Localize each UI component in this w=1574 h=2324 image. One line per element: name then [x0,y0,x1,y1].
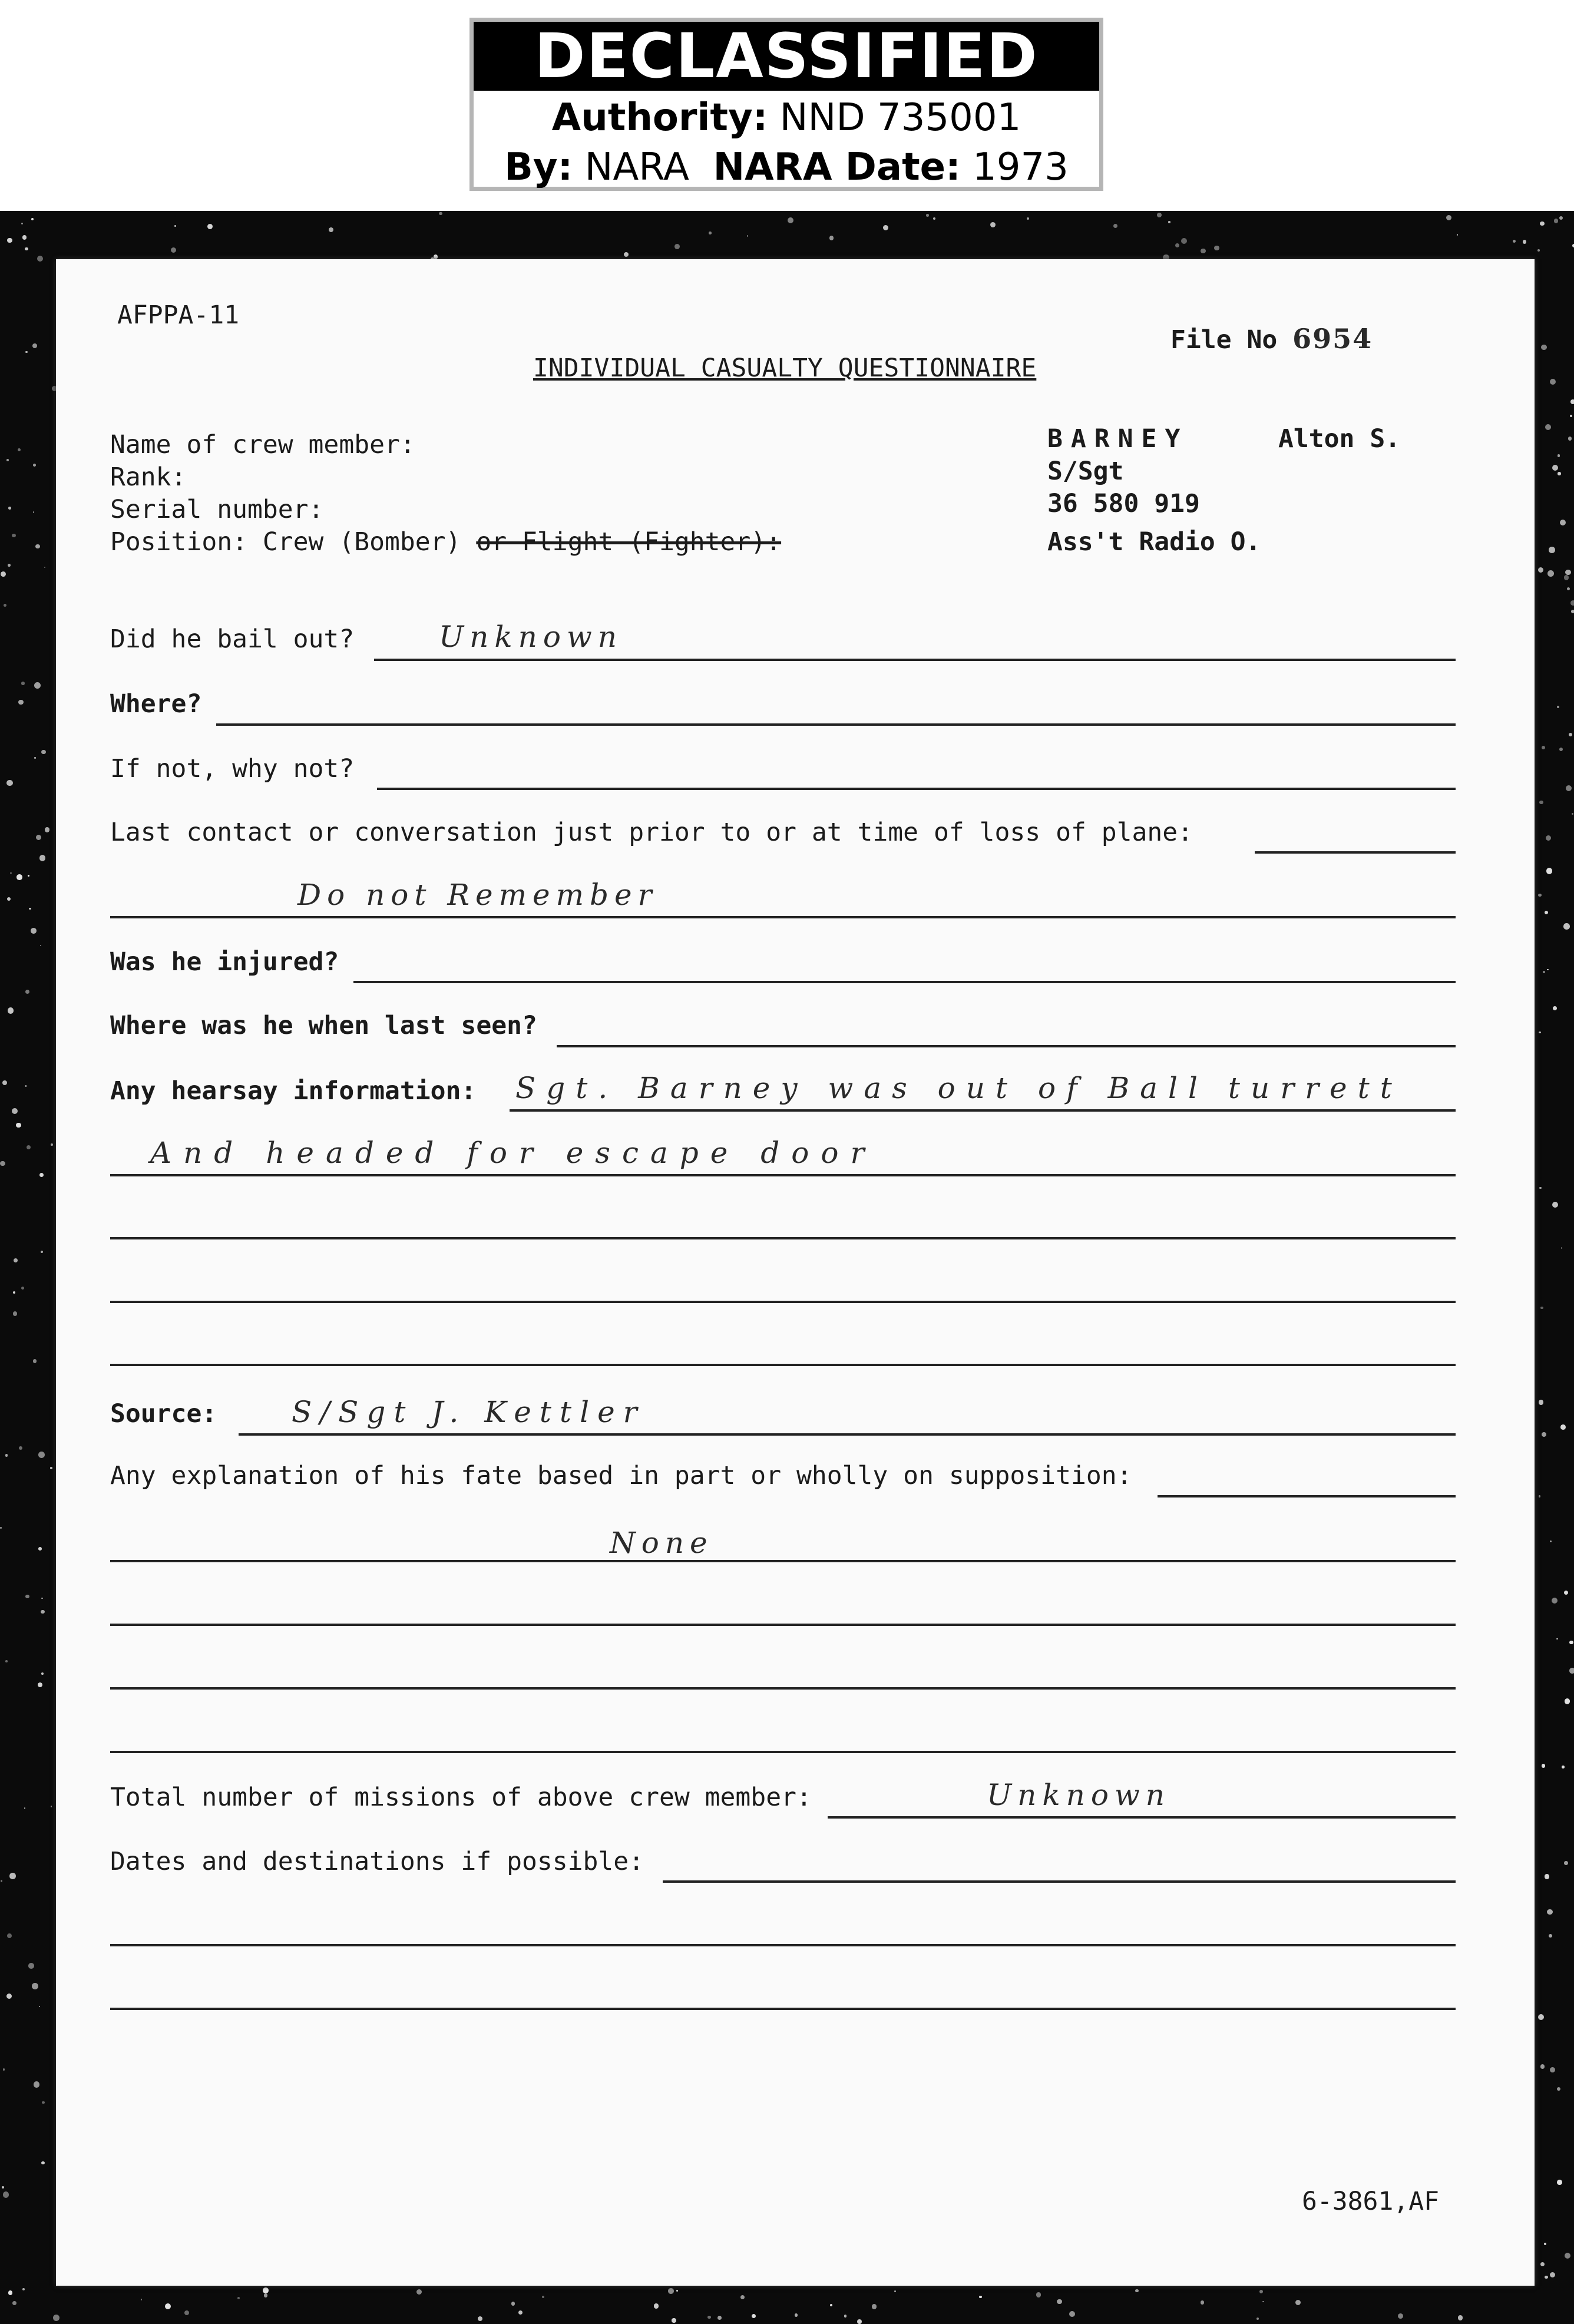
scan-speck [1572,813,1573,815]
scan-speck [174,225,176,227]
scan-speck [6,459,9,461]
scan-speck [1539,1032,1541,1034]
q-why: If not, why not? [110,754,355,784]
a-hearsay-2: And headed for escape door [150,1136,877,1170]
scan-speck [1566,785,1572,791]
file-value: 6954 [1292,323,1373,355]
scan-speck [1539,1187,1541,1189]
scan-speck [1553,1006,1557,1010]
scan-speck [434,254,438,259]
scan-speck [894,2290,896,2292]
scan-speck [752,2314,756,2318]
scan-speck [1549,1934,1552,1938]
scan-speck [1552,1598,1558,1604]
scan-speck [38,1682,42,1687]
scan-speck [1556,1638,1558,1640]
scan-speck [21,1287,24,1290]
scan-speck [16,1123,21,1128]
scan-speck [1,1880,2,1882]
scan-speck [41,1598,43,1599]
scan-speck [1547,969,1549,971]
scan-speck [6,780,13,786]
scan-speck [1543,971,1545,973]
scan-speck [21,682,25,685]
scan-speck [624,252,629,257]
scan-speck [1540,2262,1545,2266]
answer-line [110,2008,1456,2010]
scan-speck [13,1291,15,1294]
scan-speck [1560,1424,1566,1430]
scan-speck [1570,600,1574,606]
scan-speck [4,604,6,607]
scan-speck [674,244,680,249]
scan-speck [45,827,49,832]
q-contact: Last contact or conversation just prior to or at time of loss of plane: [110,818,1193,847]
answer-line [110,1364,1456,1366]
scan-speck [24,1807,26,1809]
scan-speck [5,1660,8,1662]
scan-speck [2,2186,4,2189]
scan-speck [1256,2318,1259,2320]
scan-speck [5,1454,8,1457]
q-seen: Where was he when last seen? [110,1011,537,1040]
serial-label: Serial number: [110,495,324,524]
scan-speck [1558,454,1560,457]
scan-speck [1557,706,1559,708]
scan-speck [1569,1668,1574,1674]
answer-line [828,1816,1456,1819]
scan-speck [1295,2300,1301,2305]
answer-line [663,1880,1456,1883]
scan-speck [1545,424,1551,430]
scan-speck [0,1161,5,1166]
scan-speck [35,544,39,548]
stamp-date-value: 1973 [973,146,1069,189]
scan-speck [1398,2313,1403,2319]
scan-speck [38,1452,45,1458]
scan-speck [34,757,36,759]
answer-line [110,1560,1456,1562]
scan-speck [1201,2300,1205,2305]
scan-speck [933,217,935,220]
questionnaire-paper [56,259,1535,2286]
scan-speck [1565,570,1570,575]
answer-line [510,1109,1456,1112]
answer-line [110,1624,1456,1626]
scan-speck [25,351,27,353]
scan-speck [39,1173,44,1177]
scan-speck [184,2310,189,2315]
scan-speck [1201,249,1205,253]
scan-speck [1539,1400,1543,1404]
scan-speck [25,1595,29,1599]
scan-speck [329,227,333,232]
scan-speck [1544,2243,1546,2245]
stamp-date-label: NARA Date: [713,146,961,189]
scan-speck [542,2296,544,2298]
answer-line [1255,851,1456,854]
scan-speck [795,2313,798,2317]
scan-speck [1538,567,1543,573]
scan-speck [1542,746,1545,749]
scan-speck [8,1007,14,1013]
scan-speck [34,682,41,689]
answer-line [216,723,1456,726]
scan-speck [22,235,27,239]
stamp-authority-label: Authority: [551,96,768,140]
stamp-authority [474,96,1099,140]
scan-speck [1036,2292,1041,2297]
scan-speck [51,1806,52,1807]
file-number [1170,323,1373,355]
scan-speck [1541,345,1546,350]
scan-speck [27,1145,31,1149]
scan-speck [12,2301,16,2305]
scan-speck [39,855,45,861]
scan-speck [263,2287,269,2293]
scan-speck [25,1085,27,1086]
scan-speck [1545,911,1549,915]
a-bail: Unknown [439,620,623,654]
scan-speck [41,750,46,755]
scan-speck [39,2006,40,2007]
scan-speck [1175,243,1179,247]
scan-speck [9,1873,15,1879]
scan-speck [1262,2301,1264,2303]
position-struck-text: or Flight (Fighter): [476,527,782,557]
scan-speck [0,1527,2,1529]
scan-speck [1545,2276,1547,2279]
answer-line [110,1944,1456,1946]
scan-speck [1542,1432,1546,1437]
scan-speck [1549,547,1555,553]
scan-speck [44,567,45,568]
scan-speck [788,217,793,223]
scan-speck [25,990,29,994]
scan-speck [990,222,996,227]
scan-speck [676,2290,678,2292]
scan-speck [1562,1766,1564,1768]
scan-speck [518,2310,523,2315]
rank-value: S/Sgt [1047,457,1124,486]
scan-speck [1446,215,1451,220]
scan-speck [1113,224,1117,228]
scan-speck [1513,240,1516,243]
scan-speck [1538,894,1541,897]
scan-speck [7,1933,12,1938]
scan-speck [1057,2299,1062,2305]
scan-speck [1561,1247,1563,1249]
scan-speck [37,256,43,262]
stamp-title: DECLASSIFIED [474,22,1099,91]
scan-speck [42,2101,44,2104]
scan-speck [829,236,834,240]
scan-speck [654,2303,659,2308]
scan-speck [8,564,10,566]
a-explanation: None [610,1526,713,1560]
scan-speck [1457,234,1459,236]
scan-speck [40,945,41,946]
declassified-stamp [469,18,1103,191]
scan-speck [1567,587,1570,590]
scan-speck [36,835,41,840]
scan-speck [50,1467,52,1469]
scan-speck [1564,1591,1568,1595]
scan-speck [41,1251,43,1253]
answer-line [110,1687,1456,1690]
q-explanation: Any explanation of his fate based in part or wholly on supposition: [110,1461,1132,1490]
answer-line [353,981,1456,983]
scan-speck [1550,2067,1555,2072]
form-title: INDIVIDUAL CASUALTY QUESTIONNAIRE [533,353,1037,383]
serial-value: 36 580 919 [1047,489,1200,518]
scan-speck [21,223,23,224]
scan-speck [1135,2289,1138,2292]
answer-line [110,916,1456,918]
scan-speck [1550,2272,1555,2277]
position-value: Ass't Radio O. [1047,527,1261,557]
scan-speck [872,2304,877,2309]
position-label [110,527,781,557]
rank-label: Rank: [110,462,187,492]
scan-speck [668,2288,673,2293]
answer-line [557,1045,1456,1047]
scan-speck [2,1080,7,1085]
scan-speck [1569,1641,1573,1644]
scan-speck [1552,1202,1558,1208]
scan-speck [747,235,749,237]
scan-speck [18,448,21,451]
scan-speck [1027,217,1029,220]
scan-speck [171,247,176,253]
scan-speck [1540,222,1544,226]
scan-speck [709,232,711,234]
scan-speck [33,1359,37,1363]
scan-speck [1181,238,1187,244]
name-value-first: Alton S. [1278,424,1401,454]
scan-speck [41,1610,44,1614]
scan-speck [33,464,36,467]
scan-speck [1542,1764,1545,1767]
scan-speck [439,212,442,215]
scan-speck [6,1994,12,1999]
scan-speck [22,2288,25,2290]
scan-speck [1214,246,1219,250]
scan-speck [1069,2311,1075,2317]
scan-speck [51,1143,53,1146]
scan-speck [25,247,28,251]
scan-speck [1547,1909,1552,1915]
scan-speck [14,1258,18,1262]
answer-line [239,1433,1456,1436]
scan-speck [740,2295,745,2299]
scan-speck [1557,2087,1560,2091]
scan-speck [1569,733,1572,736]
q-missions: Total number of missions of above crew member: [110,1783,812,1812]
scan-speck [1568,437,1572,440]
scan-speck [1565,2253,1570,2259]
scan-speck [1550,379,1556,385]
scan-speck [707,2316,711,2319]
position-label-text: Position: Crew (Bomber) [110,527,461,557]
stamp-authority-value: NND 735001 [779,96,1021,140]
name-label: Name of crew member: [110,430,415,459]
scan-speck [857,2319,862,2324]
scan-speck [1168,221,1170,223]
scan-speck [1,571,6,577]
scan-speck [717,2316,722,2320]
answer-line [1158,1495,1456,1497]
scan-speck [1546,868,1552,874]
scan-speck [1557,2180,1562,2185]
scan-speck [1523,240,1526,243]
scan-speck [1539,1495,1540,1497]
answer-line [110,1174,1456,1176]
answer-line [110,1301,1456,1303]
scan-speck [1565,1698,1570,1704]
scan-speck [32,343,37,348]
q-injured: Was he injured? [110,947,339,977]
scan-speck [1571,610,1574,613]
scan-speck [1554,219,1559,223]
scan-speck [41,1672,44,1675]
scan-speck [33,511,34,513]
scan-speck [12,1108,18,1114]
scan-speck [926,214,928,216]
q-source: Source: [110,1399,217,1429]
scan-speck [883,225,888,230]
answer-line [110,1751,1456,1753]
stamp-by-label: By: [504,146,573,189]
scan-speck [1552,465,1558,471]
scan-speck [31,218,34,220]
q-bail: Did he bail out? [110,624,355,654]
scan-speck [10,872,12,874]
scan-speck [478,2316,482,2321]
file-label: File No [1170,325,1278,355]
scan-speck [416,2289,422,2295]
name-value-last: BARNEY [1047,424,1189,454]
scan-speck [3,2068,5,2070]
form-code: AFPPA-11 [117,300,240,330]
scan-speck [1558,472,1561,475]
scan-speck [7,897,11,901]
scan-speck [7,238,12,243]
scan-speck [1564,575,1569,580]
q-hearsay: Any hearsay information: [110,1076,477,1106]
scan-speck [1157,213,1162,217]
scan-speck [1259,2290,1263,2293]
scan-speck [1560,520,1566,525]
scan-speck [830,2304,832,2306]
scan-speck [28,1963,34,1969]
scan-speck [1540,1307,1543,1309]
scan-speck [3,2191,9,2198]
scan-speck [1559,748,1563,751]
scan-speck [1570,399,1574,404]
q-dates: Dates and destinations if possible: [110,1847,644,1876]
scan-speck [1550,1540,1552,1542]
scan-speck [13,1311,17,1315]
a-missions: Unknown [987,1778,1170,1812]
scan-speck [34,2081,40,2088]
answer-line [110,1237,1456,1239]
scan-speck [31,928,37,934]
scan-speck [1539,801,1543,804]
scan-speck [1545,1874,1549,1879]
scan-speck [1563,923,1569,929]
scan-speck [28,875,29,876]
scan-speck [18,700,24,705]
answer-line [377,788,1456,790]
scan-speck [38,1547,42,1551]
scan-speck [1564,1861,1568,1865]
scan-speck [1570,415,1572,417]
scan-speck [165,2303,171,2309]
scan-speck [1546,835,1551,841]
stamp-by-date [474,146,1099,189]
scan-speck [19,1446,22,1450]
q-where: Where? [110,689,202,719]
scan-speck [32,1983,38,1989]
scan-speck [1559,216,1563,220]
scan-speck [8,507,11,510]
scan-speck [979,2296,981,2298]
scan-speck [511,2302,515,2305]
scan-speck [16,874,22,880]
scan-speck [41,2161,45,2165]
stamp-by-value: NARA [584,146,689,189]
scan-speck [1538,2014,1544,2020]
answer-line [374,659,1456,661]
scan-speck [264,2293,268,2297]
scan-speck [29,908,31,910]
a-contact: Do not Remember [297,878,658,912]
scan-speck [53,2315,59,2321]
scan-speck [1547,570,1554,577]
footer-code: 6-3861,AF [1302,2187,1439,2216]
scan-speck [672,2318,676,2322]
scan-speck [237,2297,240,2299]
scan-speck [1537,249,1540,252]
scan-speck [12,534,16,538]
scan-speck [844,2315,846,2317]
scan-speck [8,2290,13,2295]
scan-speck [1540,2064,1545,2068]
a-hearsay-1: Sgt. Barney was out of Ball turrett [515,1071,1403,1105]
scan-speck [207,224,213,229]
a-source: S/Sgt J. Kettler [292,1395,646,1429]
scan-speck [141,2299,143,2300]
scan-speck [1458,2315,1463,2320]
